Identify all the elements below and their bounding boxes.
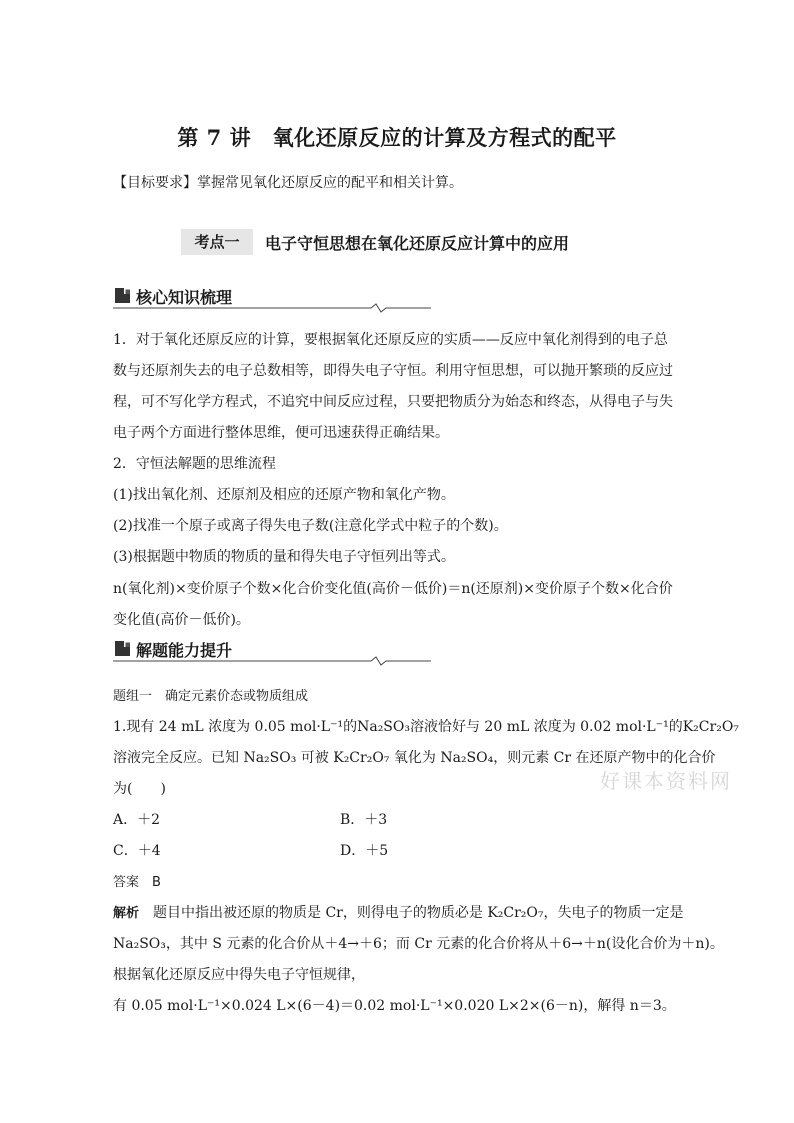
analysis-line2: Na₂SO₃，其中 S 元素的化合价从＋4→＋6；而 Cr 元素的化合价将从＋6→＋n(设化合价为＋n)。: [113, 936, 724, 952]
analysis-line3: 根据氧化还原反应中得失电子守恒规律，: [113, 967, 365, 983]
question-line2: 溶液完全反应。已知 Na₂SO₃ 可被 K₂Cr₂O₇ 氧化为 Na₂SO₄，则元素 Cr 在还原产物中的化合价: [113, 750, 716, 766]
option-d: D．＋5: [340, 843, 389, 859]
para1-line2: 数与还原剂失去的电子总数相等，即得失电子守恒。利用守恒思想，可以抛开繁琐的反应过: [113, 363, 673, 379]
para2-step2: (2)找准一个原子或离子得失电子数(注意化学式中粒子的个数)。: [113, 518, 508, 534]
goal-label: 【目标要求】: [113, 175, 197, 191]
option-c: C．＋4: [113, 843, 161, 859]
para2-formula-line1: n(氧化剂)×变价原子个数×化合价变化值(高价－低价)＝n(还原剂)×变价原子个数×化合价: [113, 581, 673, 597]
goal-line: [113, 172, 463, 192]
answer-label: 答案: [113, 875, 140, 890]
para1-line4: 电子两个方面进行整体思维，便可迅速获得正确结果。: [113, 425, 449, 441]
para1-line3: 程，可不写化学方程式，不追究中间反应过程，只要把物质分为始态和终态，从得电子与失: [113, 394, 673, 410]
section-square-icon: [115, 641, 130, 656]
analysis-line1: 题目中指出被还原的物质是 Cr，则得电子的物质必是 K₂Cr₂O₇，失电子的物质一定是: [153, 905, 684, 921]
para2-step3: (3)根据题中物质的物质的量和得失电子守恒列出等式。: [113, 549, 455, 565]
section-title-ability: 解题能力提升: [136, 641, 233, 660]
page-title: 第 7 讲 氧化还原反应的计算及方程式的配平: [177, 125, 617, 150]
kaodian-badge: 考点一: [181, 229, 253, 255]
analysis-label: 解析: [113, 906, 140, 921]
para2-heading: 2．守恒法解题的思维流程: [113, 456, 276, 472]
option-a: A．＋2: [113, 812, 161, 828]
analysis-line1-wrap: [113, 899, 684, 928]
answer-line: [113, 868, 161, 897]
section-divider: [113, 302, 431, 316]
section-divider: [113, 655, 431, 669]
group-title: 题组一 确定元素价态或物质组成: [113, 689, 309, 704]
goal-text: 掌握常见氧化还原反应的配平和相关计算。: [197, 175, 463, 191]
para2-formula-line2: 变化值(高价－低价)。: [113, 612, 250, 628]
section-square-icon: [115, 288, 130, 303]
question-line3: 为( ): [113, 781, 166, 797]
analysis-line4: 有 0.05 mol·L⁻¹×0.024 L×(6－4)＝0.02 mol·L⁻¹×0.020 L×2×(6－n)，解得 n＝3。: [113, 998, 676, 1014]
section-title-knowledge: 核心知识梳理: [136, 288, 233, 307]
answer-value: B: [152, 875, 161, 890]
para1-line1: 1．对于氧化还原反应的计算，要根据氧化还原反应的实质——反应中氧化剂得到的电子总: [113, 332, 668, 348]
watermark: 好课本资料网: [600, 769, 732, 793]
option-b: B．＋3: [340, 812, 388, 828]
para2-step1: (1)找出氧化剂、还原剂及相应的还原产物和氧化产物。: [113, 487, 455, 503]
kaodian-title: 电子守恒思想在氧化还原反应计算中的应用: [265, 234, 570, 253]
question-line1: 1.现有 24 mL 浓度为 0.05 mol·L⁻¹的Na₂SO₃溶液恰好与 20 mL 浓度为 0.02 mol·L⁻¹的K₂Cr₂O₇: [113, 719, 739, 735]
